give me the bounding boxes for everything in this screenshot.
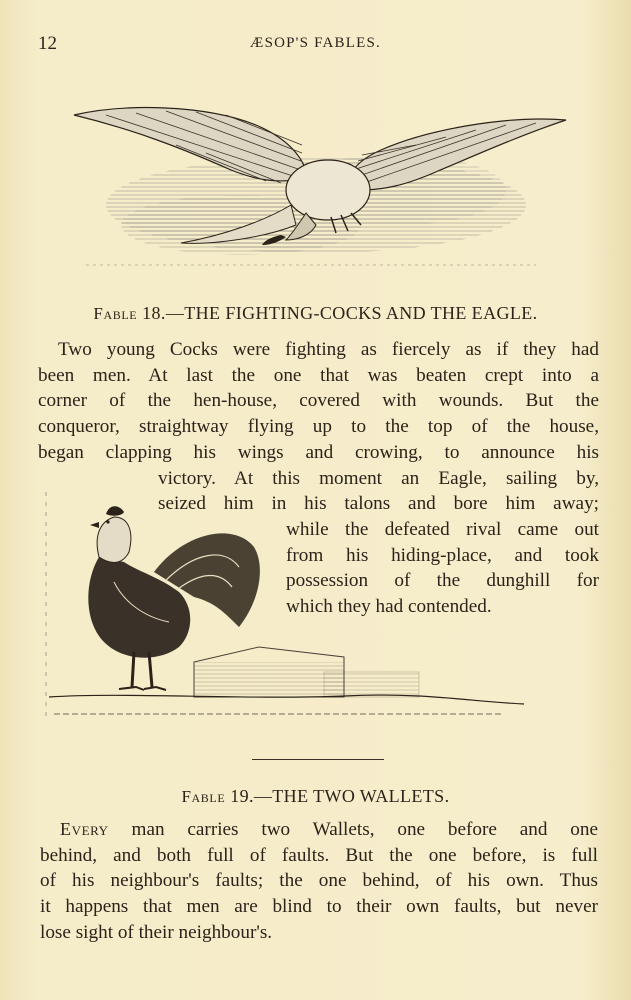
text-line: victory. At this moment an Eagle, sailing by, bbox=[158, 467, 599, 489]
text-line: began clapping his wings and crowing, to announce his bbox=[38, 441, 599, 463]
drop-word: Every bbox=[60, 819, 109, 839]
section-divider bbox=[252, 759, 384, 760]
fable-18-title: 18.—THE FIGHTING-COCKS AND THE EAGLE. bbox=[142, 303, 538, 323]
fable-label: Fable bbox=[181, 787, 226, 806]
text-line: from his hiding-place, and took bbox=[286, 544, 599, 566]
text-line: corner of the hen-house, covered with wounds. But the bbox=[38, 390, 599, 412]
running-head bbox=[0, 33, 631, 57]
text-line: been men. At last the one that was beaten crept into a bbox=[38, 364, 599, 386]
fable-18-heading bbox=[0, 303, 631, 324]
text-line: conqueror, straightway flying up to the top of the house, bbox=[38, 416, 599, 438]
text-line: which they had contended. bbox=[286, 596, 492, 618]
rooster-illustration bbox=[44, 492, 534, 732]
text-line: behind, and both full of faults. But the one before, is full bbox=[40, 844, 598, 866]
text-line: it happens that men are blind to their own faults, but never bbox=[40, 896, 598, 918]
text-line-rest: man carries two Wallets, one before and one bbox=[131, 819, 598, 840]
page-number: 12 bbox=[38, 33, 57, 54]
text-line: possession of the dunghill for bbox=[286, 570, 599, 592]
fable-19-heading bbox=[0, 786, 631, 807]
text-line bbox=[40, 817, 598, 843]
fable-19-text bbox=[40, 817, 598, 946]
text-line: while the defeated rival came out bbox=[286, 519, 599, 540]
text-line: Two young Cocks were fighting as fiercely as if they had bbox=[58, 339, 599, 360]
fable-label: Fable bbox=[93, 304, 138, 323]
fable-18-text bbox=[38, 337, 599, 466]
fable-19-title: 19.—THE TWO WALLETS. bbox=[230, 786, 450, 806]
text-line: seized him in his talons and bore him away; bbox=[158, 493, 599, 515]
text-line: of his neighbour's faults; the one behind, of his own. Thus bbox=[40, 870, 598, 892]
text-line: lose sight of their neighbour's. bbox=[40, 921, 273, 943]
running-title: ÆSOP'S FABLES. bbox=[250, 35, 381, 51]
eagle-illustration bbox=[66, 85, 571, 275]
